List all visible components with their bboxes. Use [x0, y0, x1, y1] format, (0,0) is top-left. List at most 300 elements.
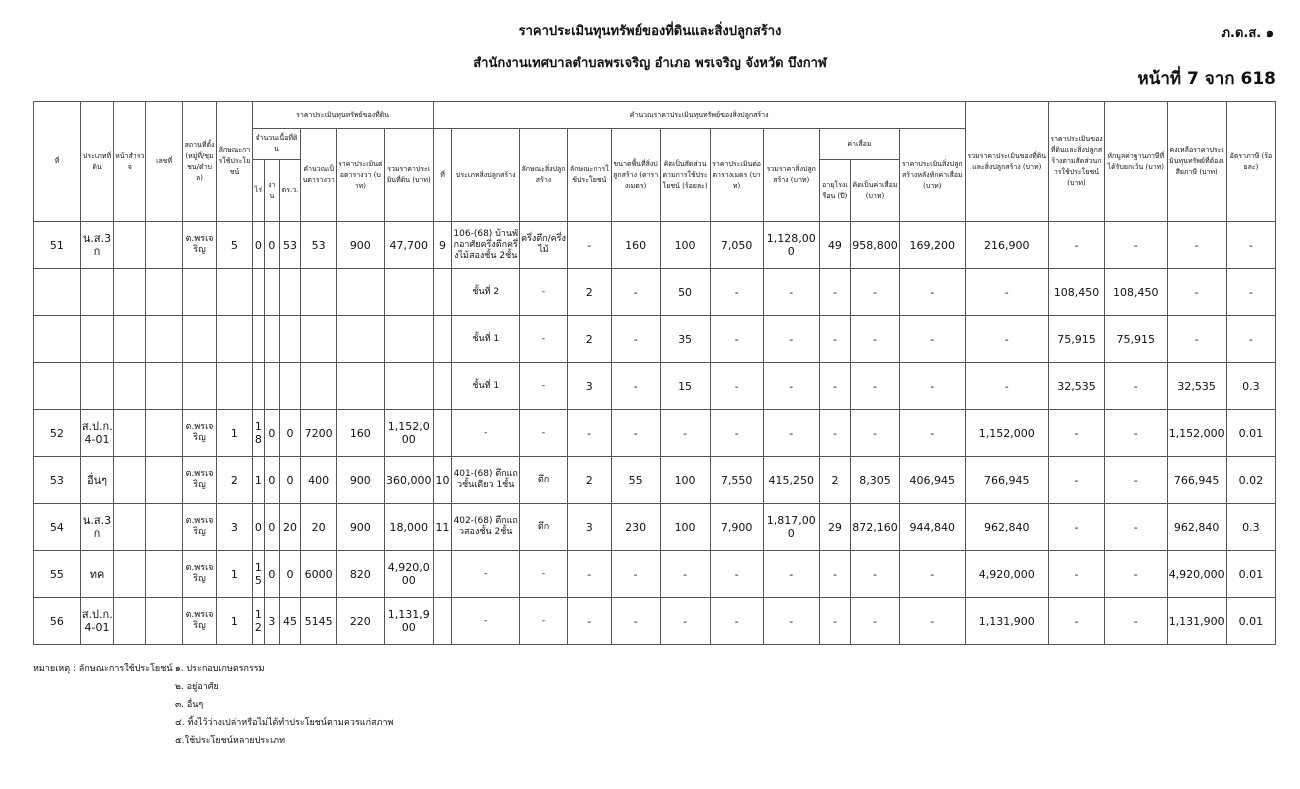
cell-dep: 872,160 — [851, 504, 900, 551]
table-row — [34, 222, 1276, 269]
cell-bprice: 7,050 — [710, 222, 763, 269]
cell-survey-page — [114, 222, 146, 269]
col-group-depreciation: ค่าเสื่อม — [819, 129, 899, 160]
cell-number — [146, 316, 182, 363]
cell-bpct: 15 — [660, 363, 710, 410]
cell-exempt: - — [1105, 363, 1167, 410]
cell-price — [336, 269, 384, 316]
table-body — [34, 222, 1276, 645]
cell-land-type: ส.ป.ก. 4-01 — [80, 410, 113, 457]
cell-rate: 0.01 — [1226, 598, 1275, 645]
cell-dep: 8,305 — [851, 457, 900, 504]
cell-btype: 402-(68) ตึกแถวสองชั้น 2ชั้น — [452, 504, 520, 551]
cell-prop: 108,450 — [1048, 269, 1104, 316]
cell-bno — [433, 410, 452, 457]
cell-survey-page — [114, 316, 146, 363]
cell-rai: 0 — [252, 222, 264, 269]
cell-taxable: 1,152,000 — [1167, 410, 1226, 457]
cell-after: 169,200 — [899, 222, 965, 269]
cell-taxable: - — [1167, 222, 1226, 269]
cell-age: - — [819, 316, 850, 363]
cell-no: 51 — [34, 222, 81, 269]
table-row — [34, 410, 1276, 457]
cell-land-type — [80, 269, 113, 316]
form-code: ภ.ด.ส. ๑ — [1221, 26, 1274, 41]
cell-land-total: 4,920,000 — [384, 551, 433, 598]
col-bldg-style: ลักษณะสิ่งปลูกสร้าง — [520, 129, 568, 222]
cell-location — [182, 316, 216, 363]
cell-exempt: - — [1105, 504, 1167, 551]
cell-dep: - — [851, 363, 900, 410]
cell-land-type — [80, 363, 113, 410]
col-land-type: ประเภทที่ดิน — [80, 102, 113, 222]
cell-survey-page — [114, 410, 146, 457]
cell-taxable: - — [1167, 269, 1226, 316]
cell-exempt: - — [1105, 222, 1167, 269]
cell-buse: - — [567, 222, 611, 269]
cell-total: - — [965, 316, 1048, 363]
table-row — [34, 457, 1276, 504]
cell-no: 53 — [34, 457, 81, 504]
cell-btype: - — [452, 598, 520, 645]
cell-bno — [433, 598, 452, 645]
cell-bpct: 35 — [660, 316, 710, 363]
cell-btotal: - — [763, 410, 819, 457]
cell-land-total: 360,000 — [384, 457, 433, 504]
cell-barea: - — [611, 551, 660, 598]
col-group-building: คำนวณราคาประเมินทุนทรัพย์ของสิ่งปลูกสร้าง — [433, 102, 965, 129]
cell-bstyle: ครึ่งตึก/ครึ่งไม้ — [520, 222, 568, 269]
cell-bstyle: ตึก — [520, 457, 568, 504]
cell-total: 1,152,000 — [965, 410, 1048, 457]
cell-bstyle: - — [520, 410, 568, 457]
cell-dep: 958,800 — [851, 222, 900, 269]
cell-number — [146, 363, 182, 410]
cell-buse: - — [567, 551, 611, 598]
cell-land-type: ส.ป.ก. 4-01 — [80, 598, 113, 645]
footnote-item: ๒. อยู่อาศัย — [175, 682, 219, 692]
cell-bstyle: - — [520, 363, 568, 410]
cell-land-total — [384, 363, 433, 410]
cell-ngan — [265, 316, 280, 363]
col-group-area: จำนวนเนื้อที่ดิน — [252, 129, 301, 160]
cell-btype: ชั้นที่ 2 — [452, 269, 520, 316]
cell-prop: - — [1048, 410, 1104, 457]
cell-location: ต.พรเจริญ — [182, 410, 216, 457]
cell-buse: 2 — [567, 457, 611, 504]
page-indicator: หน้าที่ 7 จาก 618 — [1137, 69, 1276, 89]
cell-rate: 0.02 — [1226, 457, 1275, 504]
cell-barea: 55 — [611, 457, 660, 504]
cell-taxable: - — [1167, 316, 1226, 363]
cell-survey-page — [114, 598, 146, 645]
cell-btype: - — [452, 551, 520, 598]
cell-dep: - — [851, 316, 900, 363]
cell-bno — [433, 363, 452, 410]
cell-survey-page — [114, 269, 146, 316]
cell-location — [182, 363, 216, 410]
cell-rate: 0.3 — [1226, 363, 1275, 410]
col-wa: ตร.ว. — [279, 160, 301, 222]
cell-after: 944,840 — [899, 504, 965, 551]
cell-buse: 3 — [567, 504, 611, 551]
cell-bprice: - — [710, 316, 763, 363]
cell-location: ต.พรเจริญ — [182, 222, 216, 269]
cell-barea: 160 — [611, 222, 660, 269]
cell-wa — [279, 316, 301, 363]
cell-bno: 11 — [433, 504, 452, 551]
table-row — [34, 269, 1276, 316]
cell-rate: 0.01 — [1226, 410, 1275, 457]
cell-land-type — [80, 316, 113, 363]
cell-rai — [252, 316, 264, 363]
col-age: อายุโรงเรือน (ปี) — [819, 160, 850, 222]
cell-bno — [433, 551, 452, 598]
footnote-item: ๔. ทิ้งไว้ว่างเปล่าหรือไม่ได้ทำประโยชน์ตามควรแก่สภาพ — [175, 718, 394, 728]
cell-after: 406,945 — [899, 457, 965, 504]
cell-price — [336, 316, 384, 363]
cell-after: - — [899, 363, 965, 410]
cell-use: 3 — [217, 504, 252, 551]
cell-bno — [433, 269, 452, 316]
cell-prop: - — [1048, 551, 1104, 598]
table-row — [34, 316, 1276, 363]
table-row — [34, 551, 1276, 598]
col-bldg-after-dep: ราคาประเมินสิ่งปลูกสร้างหลังหักค่าเสื่อม (บาท) — [899, 129, 965, 222]
cell-rai — [252, 269, 264, 316]
cell-area: 20 — [301, 504, 336, 551]
col-location: สถานที่ตั้ง(หมู่ที่/ชุมชน/ตำบล) — [182, 102, 216, 222]
cell-barea: 230 — [611, 504, 660, 551]
cell-btotal: - — [763, 269, 819, 316]
cell-number — [146, 551, 182, 598]
cell-land-total: 1,152,000 — [384, 410, 433, 457]
cell-barea: - — [611, 598, 660, 645]
cell-ngan: 3 — [265, 598, 280, 645]
cell-survey-page — [114, 457, 146, 504]
col-bldg-total: รวมราคาสิ่งปลูกสร้าง (บาท) — [763, 129, 819, 222]
cell-dep: - — [851, 410, 900, 457]
cell-price: 220 — [336, 598, 384, 645]
footnote-item: ๑. ประกอบเกษตรกรรม — [175, 664, 265, 674]
cell-wa: 0 — [279, 410, 301, 457]
cell-area — [301, 316, 336, 363]
cell-rate: 0.3 — [1226, 504, 1275, 551]
cell-land-type: ทค — [80, 551, 113, 598]
cell-land-total: 1,131,900 — [384, 598, 433, 645]
cell-number — [146, 410, 182, 457]
cell-use — [217, 363, 252, 410]
cell-barea: - — [611, 269, 660, 316]
cell-number — [146, 504, 182, 551]
cell-rate: - — [1226, 316, 1275, 363]
col-group-land: ราคาประเมินทุนทรัพย์ของที่ดิน — [252, 102, 433, 129]
cell-total: 766,945 — [965, 457, 1048, 504]
cell-exempt: 75,915 — [1105, 316, 1167, 363]
cell-use: 5 — [217, 222, 252, 269]
cell-use — [217, 316, 252, 363]
cell-use: 1 — [217, 410, 252, 457]
cell-age: - — [819, 363, 850, 410]
cell-price: 900 — [336, 504, 384, 551]
cell-bno — [433, 316, 452, 363]
col-taxable: คงเหลือราคาประเมินทุนทรัพย์ที่ต้องเสียภาษี (บาท) — [1167, 102, 1226, 222]
cell-wa — [279, 269, 301, 316]
cell-ngan — [265, 269, 280, 316]
cell-after: - — [899, 598, 965, 645]
cell-area: 53 — [301, 222, 336, 269]
office-subtitle: สำนักงานเทศบาลตำบลพรเจริญ อำเภอ พรเจริญ จังหวัด บึงกาฬ — [473, 56, 827, 71]
cell-wa: 20 — [279, 504, 301, 551]
cell-taxable: 962,840 — [1167, 504, 1226, 551]
cell-wa: 0 — [279, 457, 301, 504]
cell-age: - — [819, 551, 850, 598]
cell-taxable: 1,131,900 — [1167, 598, 1226, 645]
cell-wa: 45 — [279, 598, 301, 645]
cell-location: ต.พรเจริญ — [182, 457, 216, 504]
cell-number — [146, 269, 182, 316]
cell-land-total — [384, 316, 433, 363]
cell-area: 6000 — [301, 551, 336, 598]
cell-bno: 10 — [433, 457, 452, 504]
cell-area — [301, 363, 336, 410]
cell-btotal: 1,817,000 — [763, 504, 819, 551]
cell-buse: - — [567, 598, 611, 645]
cell-prop: - — [1048, 222, 1104, 269]
cell-prop: 32,535 — [1048, 363, 1104, 410]
cell-exempt: - — [1105, 457, 1167, 504]
col-price-per-sqwa: ราคาประเมินต่อตารางวา (บาท) — [336, 129, 384, 222]
cell-rai: 1 — [252, 457, 264, 504]
cell-land-total: 47,700 — [384, 222, 433, 269]
cell-bstyle: - — [520, 269, 568, 316]
col-use-type: ลักษณะการใช้ประโยชน์ — [217, 102, 252, 222]
cell-barea: - — [611, 316, 660, 363]
cell-wa: 0 — [279, 551, 301, 598]
cell-rai: 0 — [252, 504, 264, 551]
cell-taxable: 4,920,000 — [1167, 551, 1226, 598]
cell-ngan — [265, 363, 280, 410]
cell-rai — [252, 363, 264, 410]
cell-wa: 53 — [279, 222, 301, 269]
cell-dep: - — [851, 598, 900, 645]
cell-ngan: 0 — [265, 504, 280, 551]
cell-land-total: 18,000 — [384, 504, 433, 551]
cell-btype: 106-(68) บ้านพักอาศัยครึ่งตึกครึ่งไม้สองชั้น 2ชั้น — [452, 222, 520, 269]
cell-after: - — [899, 410, 965, 457]
cell-bstyle: ตึก — [520, 504, 568, 551]
cell-bpct: - — [660, 598, 710, 645]
cell-no — [34, 316, 81, 363]
cell-rai: 12 — [252, 598, 264, 645]
col-total: รวมราคาประเมินของที่ดินและสิ่งปลูกสร้าง (บาท) — [965, 102, 1048, 222]
cell-exempt: - — [1105, 598, 1167, 645]
cell-no: 55 — [34, 551, 81, 598]
footnote — [33, 660, 393, 750]
footnote-label: หมายเหตุ : ลักษณะการใช้ประโยชน์ — [33, 664, 173, 674]
cell-prop: 75,915 — [1048, 316, 1104, 363]
cell-wa — [279, 363, 301, 410]
footnote-item: ๓. อื่นๆ — [175, 700, 204, 710]
cell-age: - — [819, 598, 850, 645]
cell-no: 56 — [34, 598, 81, 645]
cell-btype: 401-(68) ตึกแถวชั้นเดียว 1ชั้น — [452, 457, 520, 504]
col-rai: ไร่ — [252, 160, 264, 222]
col-bldg-no: ที่ — [433, 129, 452, 222]
cell-after: - — [899, 551, 965, 598]
report-title: ราคาประเมินทุนทรัพย์ของที่ดินและสิ่งปลูกสร้าง — [518, 24, 782, 39]
cell-land-type: น.ส.3 ก — [80, 504, 113, 551]
cell-bprice: - — [710, 551, 763, 598]
cell-number — [146, 457, 182, 504]
col-bldg-area: ขนาดพื้นที่สิ่งปลูกสร้าง (ตารางเมตร) — [611, 129, 660, 222]
cell-survey-page — [114, 504, 146, 551]
cell-no: 52 — [34, 410, 81, 457]
cell-taxable: 766,945 — [1167, 457, 1226, 504]
cell-dep: - — [851, 551, 900, 598]
cell-exempt: - — [1105, 410, 1167, 457]
col-number: เลขที่ — [146, 102, 182, 222]
col-no: ที่ — [34, 102, 81, 222]
cell-age: 29 — [819, 504, 850, 551]
cell-use: 1 — [217, 598, 252, 645]
cell-btotal: 415,250 — [763, 457, 819, 504]
cell-price: 900 — [336, 457, 384, 504]
col-bldg-pct: คิดเป็นสัดส่วนตามการใช้ประโยชน์ (ร้อยละ) — [660, 129, 710, 222]
cell-location: ต.พรเจริญ — [182, 598, 216, 645]
cell-total: 962,840 — [965, 504, 1048, 551]
cell-location — [182, 269, 216, 316]
cell-total: - — [965, 269, 1048, 316]
cell-barea: - — [611, 363, 660, 410]
cell-land-type: น.ส.3 ก — [80, 222, 113, 269]
cell-use — [217, 269, 252, 316]
cell-total: 1,131,900 — [965, 598, 1048, 645]
cell-btotal: - — [763, 363, 819, 410]
cell-bpct: 100 — [660, 222, 710, 269]
col-exempt: หักมูลค่าฐานภาษีที่ได้รับยกเว้น (บาท) — [1105, 102, 1167, 222]
cell-total: 216,900 — [965, 222, 1048, 269]
cell-use: 1 — [217, 551, 252, 598]
cell-rate: - — [1226, 222, 1275, 269]
assessment-table — [33, 101, 1276, 645]
cell-total: 4,920,000 — [965, 551, 1048, 598]
cell-bpct: - — [660, 551, 710, 598]
col-dep-amount: คิดเป็นค่าเสื่อม (บาท) — [851, 160, 900, 222]
cell-btotal: - — [763, 551, 819, 598]
col-prop-value: ราคาประเมินของที่ดินและสิ่งปลูกสร้างตามสัดส่วนการใช้ประโยชน์ (บาท) — [1048, 102, 1104, 222]
cell-age: - — [819, 410, 850, 457]
cell-buse: 2 — [567, 316, 611, 363]
cell-bprice: - — [710, 269, 763, 316]
cell-exempt: 108,450 — [1105, 269, 1167, 316]
cell-area: 7200 — [301, 410, 336, 457]
cell-bno: 9 — [433, 222, 452, 269]
cell-use: 2 — [217, 457, 252, 504]
cell-bprice: 7,550 — [710, 457, 763, 504]
cell-price — [336, 363, 384, 410]
col-rate: อัตราภาษี (ร้อยละ) — [1226, 102, 1275, 222]
footnote-item: ๕.ใช้ประโยชน์หลายประเภท — [175, 736, 286, 746]
col-bldg-price: ราคาประเมินต่อตารางเมตร (บาท) — [710, 129, 763, 222]
cell-rate: 0.01 — [1226, 551, 1275, 598]
cell-bpct: - — [660, 410, 710, 457]
cell-total: - — [965, 363, 1048, 410]
cell-btotal: - — [763, 316, 819, 363]
cell-number — [146, 598, 182, 645]
cell-bstyle: - — [520, 598, 568, 645]
cell-bpct: 100 — [660, 504, 710, 551]
cell-prop: - — [1048, 598, 1104, 645]
cell-age: 49 — [819, 222, 850, 269]
cell-no — [34, 363, 81, 410]
cell-price: 820 — [336, 551, 384, 598]
col-bldg-use: ลักษณะการใช้ประโยชน์ — [567, 129, 611, 222]
col-ngan: งาน — [265, 160, 280, 222]
col-bldg-type: ประเภทสิ่งปลูกสร้าง — [452, 129, 520, 222]
cell-buse: - — [567, 410, 611, 457]
cell-btotal: 1,128,000 — [763, 222, 819, 269]
cell-area: 5145 — [301, 598, 336, 645]
cell-exempt: - — [1105, 551, 1167, 598]
cell-age: 2 — [819, 457, 850, 504]
cell-price: 900 — [336, 222, 384, 269]
cell-bpct: 100 — [660, 457, 710, 504]
cell-buse: 2 — [567, 269, 611, 316]
table-row — [34, 598, 1276, 645]
cell-prop: - — [1048, 504, 1104, 551]
cell-bstyle: - — [520, 551, 568, 598]
cell-dep: - — [851, 269, 900, 316]
cell-btype: ชั้นที่ 1 — [452, 316, 520, 363]
cell-area — [301, 269, 336, 316]
cell-bprice: - — [710, 363, 763, 410]
cell-bprice: - — [710, 598, 763, 645]
col-land-total: รวมราคาประเมินที่ดิน (บาท) — [384, 129, 433, 222]
cell-barea: - — [611, 410, 660, 457]
cell-no — [34, 269, 81, 316]
cell-rai: 18 — [252, 410, 264, 457]
cell-location: ต.พรเจริญ — [182, 551, 216, 598]
cell-survey-page — [114, 551, 146, 598]
col-area-sqwa: คำนวณเป็นตารางวา — [301, 129, 336, 222]
cell-taxable: 32,535 — [1167, 363, 1226, 410]
cell-after: - — [899, 269, 965, 316]
cell-number — [146, 222, 182, 269]
cell-buse: 3 — [567, 363, 611, 410]
col-survey-page: หน้าสำรวจ — [114, 102, 146, 222]
cell-location: ต.พรเจริญ — [182, 504, 216, 551]
cell-ngan: 0 — [265, 457, 280, 504]
cell-rate: - — [1226, 269, 1275, 316]
cell-land-total — [384, 269, 433, 316]
cell-survey-page — [114, 363, 146, 410]
cell-bprice: - — [710, 410, 763, 457]
cell-ngan: 0 — [265, 222, 280, 269]
cell-age: - — [819, 269, 850, 316]
cell-btype: ชั้นที่ 1 — [452, 363, 520, 410]
cell-bstyle: - — [520, 316, 568, 363]
cell-btotal: - — [763, 598, 819, 645]
cell-rai: 15 — [252, 551, 264, 598]
cell-ngan: 0 — [265, 551, 280, 598]
table-row — [34, 363, 1276, 410]
cell-bpct: 50 — [660, 269, 710, 316]
cell-ngan: 0 — [265, 410, 280, 457]
cell-after: - — [899, 316, 965, 363]
cell-prop: - — [1048, 457, 1104, 504]
cell-no: 54 — [34, 504, 81, 551]
